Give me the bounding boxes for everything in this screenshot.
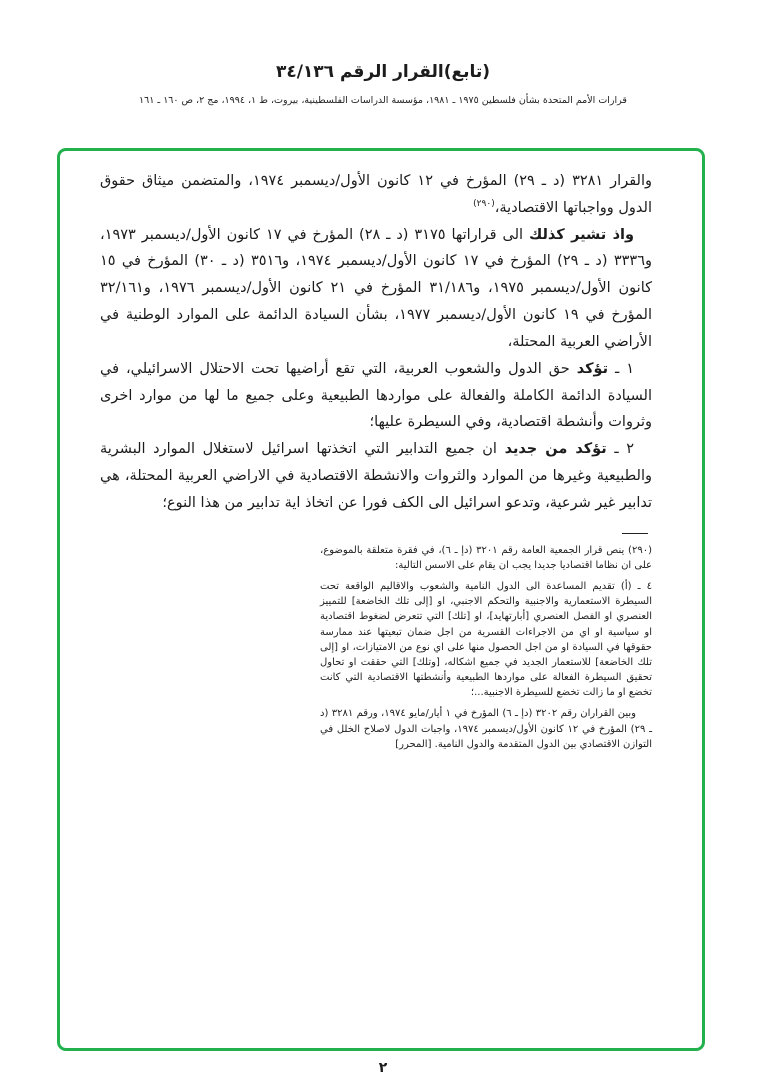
paragraph-preamble-1 bbox=[100, 168, 652, 222]
page-header bbox=[0, 62, 766, 106]
paragraph-lead: تؤكد من جديد bbox=[504, 441, 607, 458]
paragraph-text: ان جميع التدابير التي اتخذتها اسرائيل لاستغلال الموارد البشرية والطبيعية وغيرها من الموارد والثروات والانشطة الاقتصادية في الاراضي العربية المحتلة، هي تدابير غير شرعية، وتدعو اسرائيل الى الكف فورا عن اتخاذ اية تدابير من هذا النوع؛ bbox=[100, 441, 652, 511]
item-number: ٢ ـ bbox=[606, 441, 634, 458]
footnote-paragraph-2: ٤ ـ (أ) تقديم المساعدة الى الدول النامية والشعوب والاقاليم الواقعة تحت السيطرة الاستعمارية والاجنبية والتحكم الاجنبي، او [إلى تلك الخاضعة] للتمييز العنصري او الفصل العنصري [أبارتهايد]، او [تلك] التي تتعرض لضغوط اقتصادية او سياسية او اي من الاجراءات القسرية من اجل ضمان تبعيتها عند ممارسة حقوقها في السيادة او من اجل الحصول منها على اي نوع من الامتيازات، او [إلى تلك الخاضعة] للاستعمار الجديد في جميع اشكاله، [وتلك] التي حققت او تحاول تحقيق السيطرة الفعالة على مواردها الطبيعية وأنشطتها الاقتصادية التي كانت تخضع او ما زالت تخضع للسيطرة الاجنبية...؛ bbox=[320, 580, 652, 699]
paragraph-lead: تؤكد bbox=[576, 360, 609, 377]
footnote-separator bbox=[622, 533, 648, 534]
item-number: ١ ـ bbox=[608, 360, 635, 377]
paragraph-lead: واذ تشير كذلك bbox=[528, 226, 634, 243]
paragraph-text: حق الدول والشعوب العربية، التي تقع أراضيها تحت الاحتلال الاسرائيلي، في السيادة الدائمة الكاملة والفعالة على مواردها الطبيعية وعلى جميع ما لها من موارد اخرى وثروات وأنشطة اقتصادية، وفي السيطرة عليها؛ bbox=[100, 360, 652, 431]
footnote-ref-marker: (٢٩٠) bbox=[473, 198, 495, 209]
paragraph-preamble-2 bbox=[100, 222, 652, 356]
paragraph-operative-2 bbox=[100, 436, 652, 516]
page-number: ٢ bbox=[378, 1060, 388, 1076]
footnote-block bbox=[320, 543, 652, 752]
footnote-paragraph-1: (٢٩٠) ينص قرار الجمعية العامة رقم ٣٢٠١ (دإ ـ ٦)، في فقرة متعلقة بالموضوع، على ان نظاما اقتصاديا جديدا يجب ان يقام على الاسس التالية: bbox=[320, 544, 652, 571]
paragraph-operative-1 bbox=[100, 356, 652, 436]
paragraph-text: والقرار ٣٢٨١ (د ـ ٢٩) المؤرخ في ١٢ كانون الأول/ديسمبر ١٩٧٤، والمتضمن ميثاق حقوق الدول وواجباتها الاقتصادية، bbox=[100, 173, 652, 216]
resolution-body bbox=[100, 168, 652, 517]
content-frame bbox=[57, 148, 705, 1051]
page-title: (تابع)القرار الرقم ٣٤/١٣٦ bbox=[275, 62, 491, 82]
paragraph-text: الى قراراتها ٣١٧٥ (د ـ ٢٨) المؤرخ في ١٧ كانون الأول/ديسمبر ١٩٧٣، و٣٣٣٦ (د ـ ٢٩) المؤرخ في ١٧ كانون الأول/ديسمبر ١٩٧٤، و٣٥١٦ (د ـ ٣٠) المؤرخ في ١٥ كانون الأول/ديسمبر ١٩٧٥، و٣١/١٨٦ المؤرخ في ٢١ كانون الأول/ديسمبر ١٩٧٦، و٣٢/١٦١ المؤرخ في ١٩ كانون الأول/ديسمبر ١٩٧٧، بشأن السيادة الدائمة على الموارد الوطنية في الأراضي العربية المحتلة، bbox=[100, 226, 653, 350]
source-citation: قرارات الأمم المتحدة بشأن فلسطين ١٩٧٥ ـ ١٩٨١، مؤسسة الدراسات الفلسطينية، بيروت، ط ١، ١٩٩٤، مج ٢، ص ١٦٠ ـ ١٦١ bbox=[139, 95, 627, 106]
footnote-paragraph-3: وبين القراران رقم ٣٢٠٢ (دإ ـ ٦) المؤرخ في ١ أيار/مايو ١٩٧٤، ورقم ٣٢٨١ (د ـ ٢٩) المؤرخ في ١٢ كانون الأول/ديسمبر ١٩٧٤، واجبات الدول لاصلاح الخلل في التوازن الاقتصادي بين الدول المتقدمة والدول النامية. [المحرر] bbox=[320, 708, 653, 750]
